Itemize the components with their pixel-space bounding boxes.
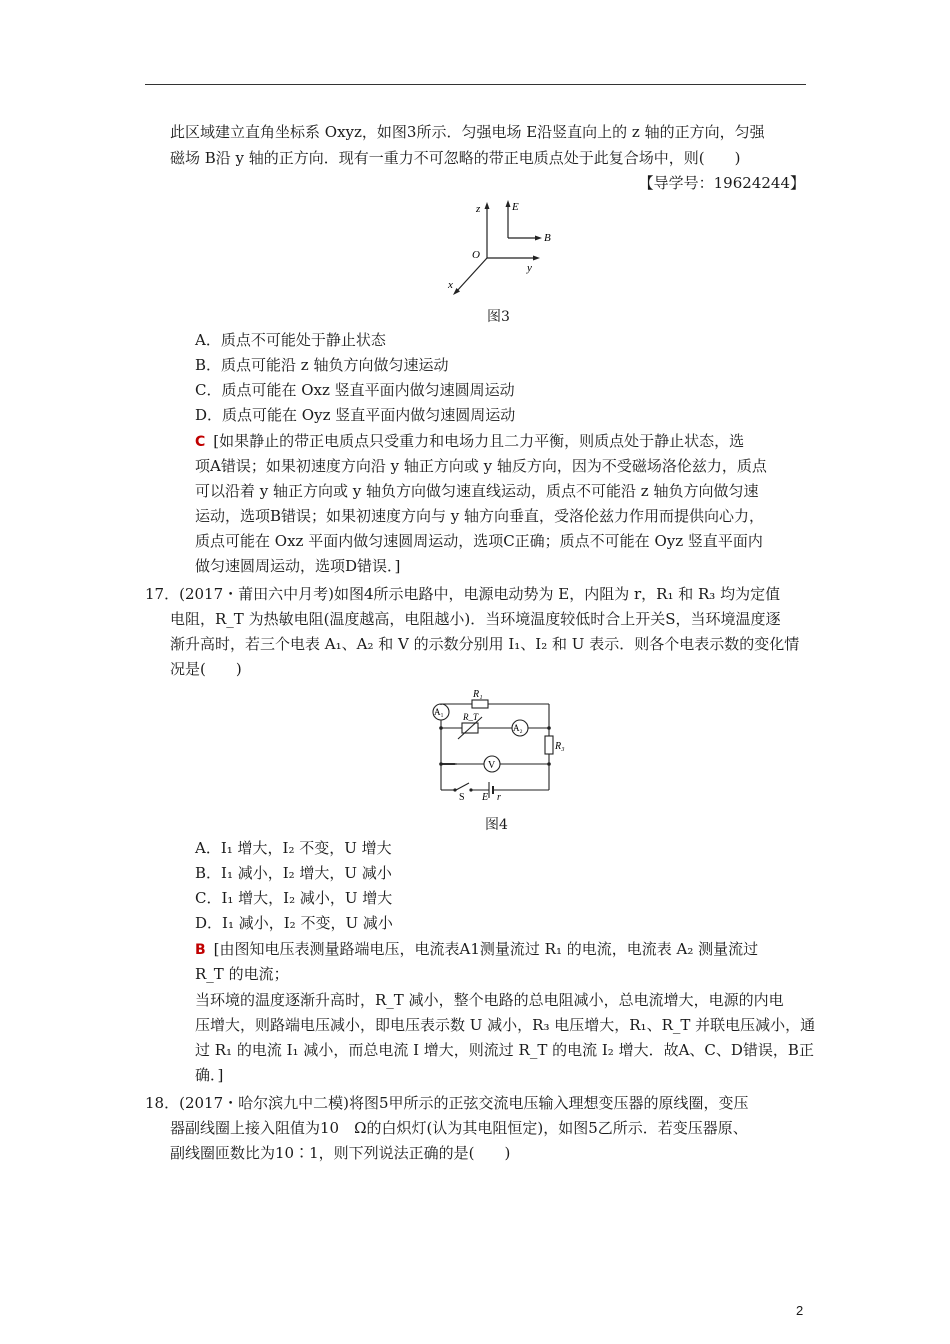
header-rule: [145, 84, 806, 85]
q16-explanation-line-2: 项A错误；如果初速度方向沿 y 轴正方向或 y 轴反方向，因为不受磁场洛伦兹力，质点: [195, 457, 767, 475]
q16-explanation-line-3: 可以沿着 y 轴正方向或 y 轴负方向做匀速直线运动，质点不可能沿 z 轴负方向做匀速: [195, 482, 759, 500]
q17-stem-line-4: 况是( ): [170, 660, 242, 678]
intro-line-1: 此区域建立直角坐标系 Oxyz，如图3所示．匀强电场 E沿竖直向上的 z 轴的正方向，匀强: [170, 123, 765, 141]
q17-explanation-line-6: 确．]: [195, 1066, 224, 1084]
fig4-label-RT: R_T: [463, 712, 479, 722]
q16-explanation-line-4: 运动，选项B错误；如果初速度方向与 y 轴方向垂直，受洛伦兹力作用而提供向心力，: [195, 507, 765, 525]
fig3-label-E: E: [512, 201, 519, 213]
q17-option-c: C．I₁ 增大，I₂ 减小，U 增大: [195, 889, 393, 907]
q17-explanation-line-3: 当环境的温度逐渐升高时，R_T 减小，整个电路的总电阻减小，总电流增大，电源的内电: [195, 991, 784, 1009]
fig4-label-V: V: [488, 760, 496, 771]
q16-explanation-line-6: 做匀速圆周运动，选项D错误．]: [195, 557, 401, 575]
fig4-label-A2: A₂: [513, 723, 523, 733]
q16-option-c: C．质点可能在 Oxz 竖直平面内做匀速圆周运动: [195, 381, 515, 399]
fig3-label-O: O: [472, 249, 480, 261]
q17-option-d: D．I₁ 减小，I₂ 不变，U 减小: [195, 914, 393, 932]
figure-4-caption: 图4: [485, 817, 508, 833]
q17-stem-line-1: 17．(2017・莆田六中月考)如图4所示电路中，电源电动势为 E，内阻为 r，R₁ 和 R₃ 均为定值: [145, 585, 781, 603]
q16-option-b: B．质点可能沿 z 轴负方向做匀速运动: [195, 356, 449, 374]
intro-line-2: 磁场 B沿 y 轴的正方向．现有一重力不可忽略的带正电质点处于此复合场中，则( ): [170, 149, 741, 167]
q17-explanation-line-1: B [由图知电压表测量路端电压，电流表A1测量流过 R₁ 的电流，电流表 A₂ 测量流过: [195, 940, 759, 958]
fig3-label-y: y: [527, 262, 532, 274]
q17-option-b: B．I₁ 减小，I₂ 增大，U 减小: [195, 864, 392, 882]
q16-explanation-line-1: C [如果静止的带正电质点只受重力和电场力且二力平衡，则质点处于静止状态，选: [195, 432, 745, 450]
q17-stem-line-3: 渐升高时，若三个电表 A₁、A₂ 和 V 的示数分别用 I₁、I₂ 和 U 表示．则各个电表示数的变化情: [170, 635, 800, 653]
fig4-label-R3: R₃: [555, 741, 565, 752]
q18-stem-line-2: 器副线圈上接入阻值为10 Ω的白炽灯(认为其电阻恒定)，如图5乙所示．若变压器原、: [170, 1119, 748, 1137]
figure-3-axes: [440, 196, 570, 300]
q16-option-d: D．质点可能在 Oyz 竖直平面内做匀速圆周运动: [195, 406, 516, 424]
fig4-label-A1: A₁: [434, 707, 444, 717]
q16-explanation-line-5: 质点可能在 Oxz 平面内做匀速圆周运动，选项C正确；质点不可能在 Oyz 竖直平面内: [195, 532, 763, 550]
q17-stem-line-2: 电阻，R_T 为热敏电阻(温度越高，电阻越小)．当环境温度较低时合上开关S，当环境温度逐: [170, 610, 781, 628]
figure-4-circuit: [425, 686, 565, 802]
q18-stem-line-3: 副线圈匝数比为10∶1，则下列说法正确的是( ): [170, 1144, 511, 1162]
q16-option-a: A．质点不可能处于静止状态: [195, 331, 386, 349]
q17-explanation-line-5: 过 R₁ 的电流 I₁ 减小，而总电流 I 增大，则流过 R_T 的电流 I₂ 增大．故A、C、D错误，B正: [195, 1041, 814, 1059]
fig4-label-r: r: [497, 792, 501, 802]
q17-explanation-line-4: 压增大，则路端电压减小，即电压表示数 U 减小，R₃ 电压增大，R₁、R_T 并联电压减小，通: [195, 1016, 816, 1034]
q18-stem-line-1: 18．(2017・哈尔滨九中二模)将图5甲所示的正弦交流电压输入理想变压器的原线圈，变压: [145, 1094, 749, 1112]
fig3-label-B: B: [544, 232, 551, 244]
fig3-label-x: x: [448, 279, 453, 291]
q16-answer: C: [195, 434, 206, 450]
figure-3-caption: 图3: [487, 309, 510, 325]
fig4-label-E: E: [482, 792, 489, 802]
fig3-label-z: z: [476, 203, 481, 215]
q17-option-a: A．I₁ 增大，I₂ 不变，U 增大: [195, 839, 392, 857]
q17-answer: B: [195, 942, 206, 958]
fig4-label-S: S: [459, 792, 465, 802]
q17-explanation-line-2: R_T 的电流；: [195, 965, 289, 983]
page-number: 2: [796, 1303, 804, 1318]
guide-number: 【导学号：19624244】: [638, 174, 805, 192]
fig4-label-R1: R₁: [473, 689, 483, 700]
